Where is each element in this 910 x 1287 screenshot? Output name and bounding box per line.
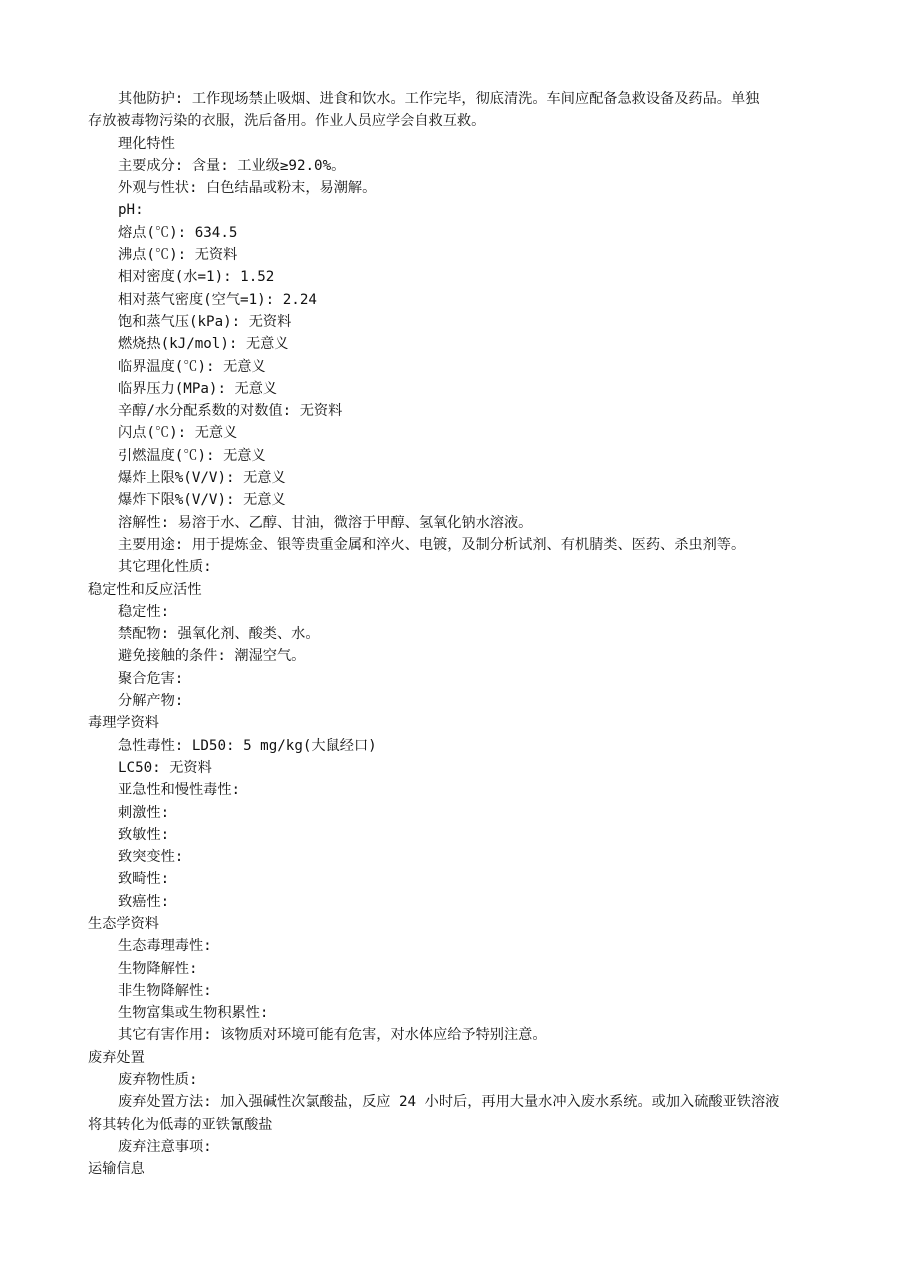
field-line: 爆炸上限%(V/V): 无意义 — [118, 470, 286, 487]
field-line: 辛醇/水分配系数的对数值: 无资料 — [118, 403, 343, 420]
field-line: 熔点(℃): 634.5 — [118, 224, 238, 241]
field-line: 沸点(℃): 无资料 — [118, 247, 238, 264]
field-line: 闪点(℃): 无意义 — [118, 425, 238, 442]
field-line: 刺激性: — [118, 804, 170, 821]
field-line: 临界压力(MPa): 无意义 — [118, 380, 278, 397]
field-line: 急性毒性: LD50: 5 mg/kg(大鼠经口) — [118, 737, 377, 754]
field-line: 相对密度(水=1): 1.52 — [118, 269, 275, 286]
field-line: 相对蒸气密度(空气=1): 2.24 — [118, 291, 317, 308]
field-line: 主要成分: 含量: 工业级≥92.0%。 — [118, 157, 346, 174]
section-heading: 生态学资料 — [88, 915, 159, 932]
field-line: 其它理化性质: — [118, 559, 212, 576]
field-line: pH: — [118, 202, 144, 219]
field-line: 饱和蒸气压(kPa): 无资料 — [118, 313, 292, 330]
field-line: 临界温度(℃): 无意义 — [118, 358, 266, 375]
field-line: 其他防护: 工作现场禁止吸烟、进食和饮水。工作完毕，彻底清洗。车间应配备急救设备及药品。单独 — [118, 91, 760, 107]
field-line: 溶解性: 易溶于水、乙醇、甘油，微溶于甲醇、氢氧化钠水溶液。 — [118, 514, 533, 531]
field-line: 致突变性: — [118, 849, 184, 866]
field-line: 生物降解性: — [118, 960, 198, 977]
field-line: 主要用途: 用于提炼金、银等贵重金属和淬火、电镀，及制分析试剂、有机腈类、医药、杀虫剂等。 — [118, 536, 746, 553]
field-line: 废弃注意事项: — [118, 1138, 212, 1155]
section-heading: 废弃处置 — [88, 1049, 145, 1066]
field-line: LC50: 无资料 — [118, 759, 212, 776]
field-line: 非生物降解性: — [118, 982, 212, 999]
field-line: 生态毒理毒性: — [118, 938, 212, 955]
field-line: 禁配物: 强氧化剂、酸类、水。 — [118, 626, 320, 643]
field-line: 致畸性: — [118, 871, 170, 888]
field-line: 外观与性状: 白色结晶或粉末，易潮解。 — [118, 180, 377, 197]
field-line: 聚合危害: — [118, 670, 184, 687]
section-heading: 毒理学资料 — [88, 715, 159, 732]
continuation-line: 将其转化为低毒的亚铁氰酸盐 — [88, 1116, 273, 1133]
field-line: 致癌性: — [118, 893, 170, 910]
field-line: 亚急性和慢性毒性: — [118, 782, 241, 799]
field-line: 废弃处置方法: 加入强碱性次氯酸盐，反应 24 小时后，再用大量水冲入废水系统。或加入硫酸亚铁溶液 — [118, 1094, 780, 1111]
field-line: 避免接触的条件: 潮湿空气。 — [118, 648, 306, 665]
field-line: 稳定性: — [118, 603, 170, 620]
section-heading: 运输信息 — [88, 1161, 145, 1178]
field-line: 废弃物性质: — [118, 1072, 198, 1089]
field-line: 理化特性 — [118, 135, 175, 152]
document-body — [88, 88, 828, 1181]
field-line: 爆炸下限%(V/V): 无意义 — [118, 492, 286, 509]
field-line: 其它有害作用: 该物质对环境可能有危害，对水体应给予特别注意。 — [118, 1027, 547, 1044]
continuation-line: 存放被毒物污染的衣服，洗后备用。作业人员应学会自救互救。 — [88, 113, 486, 130]
field-line: 致敏性: — [118, 826, 170, 843]
section-heading: 稳定性和反应活性 — [88, 581, 202, 598]
field-line: 引燃温度(℃): 无意义 — [118, 447, 266, 464]
field-line: 燃烧热(kJ/mol): 无意义 — [118, 336, 289, 353]
field-line: 生物富集或生物积累性: — [118, 1005, 269, 1022]
field-line: 分解产物: — [118, 693, 184, 710]
